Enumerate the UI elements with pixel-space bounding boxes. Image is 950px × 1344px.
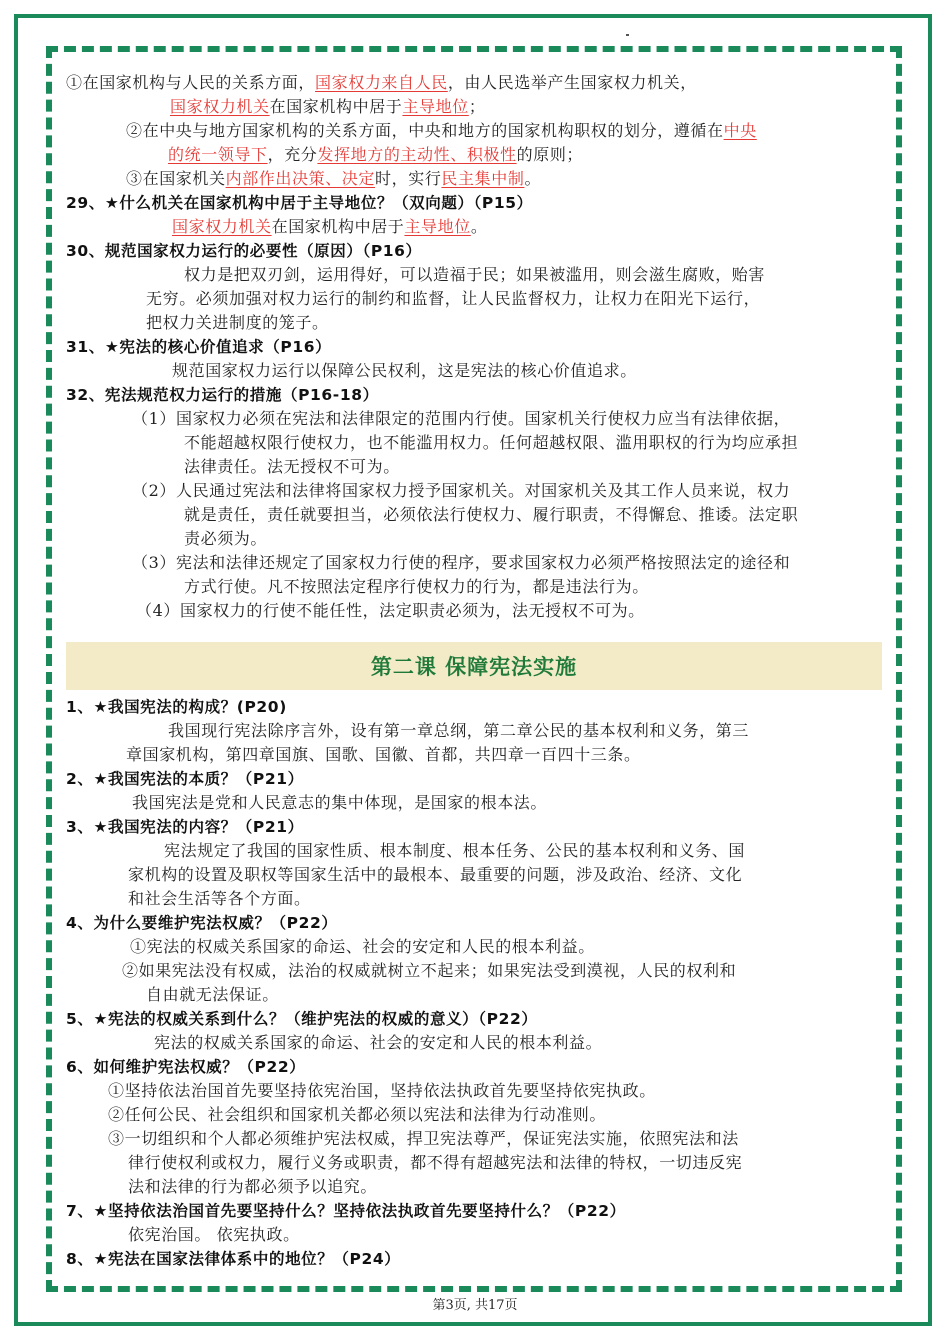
text-run: 方式行使。凡不按照法定程序行使权力的行为，都是违法行为。 — [184, 577, 649, 596]
text-run: （1）国家权力必须在宪法和法律限定的范围内行使。国家机关行使权力应当有法律依据， — [132, 409, 791, 428]
highlighted-keyword: 国家权力机关 — [172, 217, 272, 236]
question-heading — [66, 240, 422, 262]
highlighted-keyword: 国家权力来自人民 — [315, 73, 448, 92]
highlighted-keyword: 中央 — [723, 121, 757, 140]
text-run: ； — [468, 97, 486, 116]
text-line — [128, 1152, 742, 1174]
text-run: 权力是把双刃剑，运用得好，可以造福于民；如果被滥用，则会滋生腐败，贻害 — [184, 265, 766, 284]
highlighted-keyword: 国家权力机关 — [170, 97, 270, 116]
text-run: ②在中央与地方国家机构的关系方面，中央和地方的国家机构职权的划分，遵循在 — [126, 121, 724, 140]
text-run: 把权力关进制度的笼子。 — [146, 313, 329, 332]
question-heading — [66, 192, 533, 214]
text-line — [146, 288, 760, 310]
text-run: 在国家机构中居于 — [269, 97, 403, 116]
text-line — [136, 600, 645, 622]
text-line — [132, 792, 547, 814]
highlighted-keyword: 民主集中制 — [441, 169, 525, 188]
text-run: 自由就无法保证。 — [146, 985, 279, 1004]
highlighted-keyword: 内部作出决策、决定 — [225, 169, 376, 188]
text-run: ②如果宪法没有权威，法治的权威就树立不起来；如果宪法受到漠视，人民的权利和 — [122, 961, 737, 980]
question-heading — [66, 816, 304, 838]
text-run: 1、★我国宪法的构成？(P20) — [66, 698, 287, 716]
text-line — [128, 1176, 377, 1198]
text-line — [128, 888, 311, 910]
text-run: ③一切组织和个人都必须维护宪法权威，捍卫宪法尊严，保证宪法实施，依照宪法和法 — [108, 1129, 739, 1148]
text-line — [132, 408, 790, 430]
text-line — [108, 1104, 606, 1126]
text-line — [126, 168, 541, 190]
question-heading — [66, 1008, 537, 1030]
text-run: 4、为什么要维护宪法权威？（P22） — [66, 914, 338, 932]
question-heading — [66, 1248, 400, 1270]
question-heading — [66, 336, 331, 358]
question-heading — [66, 696, 287, 718]
text-line — [184, 432, 798, 454]
text-run: （2）人民通过宪法和法律将国家权力授予国家机关。对国家机关及其工作人员来说，权力 — [132, 481, 791, 500]
text-run: 。 — [470, 217, 488, 236]
text-run: 8、★宪法在国家法律体系中的地位？（P24） — [66, 1250, 401, 1268]
text-line — [184, 528, 267, 550]
text-line — [172, 216, 487, 238]
text-run: 6、如何维护宪法权威？（P22） — [66, 1058, 306, 1076]
text-run: 的原则； — [516, 145, 584, 164]
text-run: ②任何公民、社会组织和国家机关都必须以宪法和法律为行动准则。 — [108, 1105, 607, 1124]
text-line — [170, 96, 485, 118]
text-line — [130, 936, 595, 958]
text-run: 法和法律的行为都必须予以追究。 — [128, 1177, 378, 1196]
text-line — [154, 1032, 602, 1054]
text-run: 宪法的权威关系国家的命运、社会的安定和人民的根本利益。 — [154, 1033, 603, 1052]
text-run: ①宪法的权威关系国家的命运、社会的安定和人民的根本利益。 — [130, 937, 595, 956]
text-line — [122, 960, 736, 982]
text-line — [108, 1128, 739, 1150]
text-run: 规范国家权力运行以保障公民权利，这是宪法的核心价值追求。 — [172, 361, 637, 380]
text-run: 时，实行 — [375, 169, 442, 188]
text-run: ①坚持依法治国首先要坚持依宪治国，坚持依法执政首先要坚持依宪执政。 — [108, 1081, 656, 1100]
text-run: （4）国家权力的行使不能任性，法定职责必须为，法无授权不可为。 — [136, 601, 645, 620]
highlighted-keyword: 的统一领导下 — [168, 145, 268, 164]
text-run: 7、★坚持依法治国首先要坚持什么？坚持依法执政首先要坚持什么？（P22） — [66, 1202, 626, 1220]
text-run: 我国现行宪法除序言外，设有第一章总纲，第二章公民的基本权利和义务，第三 — [168, 721, 750, 740]
question-heading — [66, 912, 338, 934]
text-run: 5、★宪法的权威关系到什么？（维护宪法的权威的意义）（P22） — [66, 1010, 538, 1028]
text-run: 家机构的设置及职权等国家生活中的最根本、最重要的问题，涉及政治、经济、文化 — [128, 865, 743, 884]
text-run: 责必须为。 — [184, 529, 268, 548]
text-run: 依宪治国。 依宪执政。 — [128, 1225, 300, 1244]
text-line — [126, 120, 757, 142]
question-heading — [66, 1056, 305, 1078]
text-run: 。 — [524, 169, 542, 188]
speck-mark — [626, 34, 629, 36]
text-line — [168, 720, 749, 742]
text-run: 29、★什么机关在国家机构中居于主导地位？（双向题）（P15） — [66, 194, 533, 212]
text-run: ，充分 — [267, 145, 318, 164]
text-run: （3）宪法和法律还规定了国家权力行使的程序，要求国家权力必须严格按照法定的途径和 — [132, 553, 791, 572]
text-run: ①在国家机构与人民的关系方面， — [66, 73, 316, 92]
text-line — [168, 144, 583, 166]
text-run: 2、★我国宪法的本质？（P21） — [66, 770, 304, 788]
text-line — [132, 552, 790, 574]
text-run: ，由人民选举产生国家权力机关， — [447, 73, 697, 92]
question-heading — [66, 384, 379, 406]
lesson-title: 第二课 保障宪法实施 — [370, 655, 578, 679]
text-line — [184, 264, 765, 286]
text-run: 31、★宪法的核心价值追求（P16） — [66, 338, 332, 356]
text-run: 和社会生活等各个方面。 — [128, 889, 311, 908]
text-run: 章国家机构，第四章国旗、国歌、国徽、首都，共四章一百四十三条。 — [126, 745, 641, 764]
text-run: 律行使权利或权力，履行义务或职责，都不得有超越宪法和法律的特权，一切违反宪 — [128, 1153, 743, 1172]
text-line — [172, 360, 637, 382]
text-run: 就是责任，责任就要担当，必须依法行使权力、履行职责，不得懈怠、推诿。法定职 — [184, 505, 799, 524]
text-run: ③在国家机关 — [126, 169, 226, 188]
highlighted-keyword: 发挥地方的主动性、积极性 — [317, 145, 517, 164]
page-footer: 第3页, 共17页 — [432, 1298, 518, 1313]
text-run: 30、规范国家权力运行的必要性（原因）（P16） — [66, 242, 422, 260]
text-line — [184, 456, 400, 478]
text-line — [146, 312, 329, 334]
text-line — [66, 72, 697, 94]
text-line — [146, 984, 279, 1006]
text-run: 法律责任。法无授权不可为。 — [184, 457, 400, 476]
text-run: 32、宪法规范权力运行的措施（P16-18） — [66, 386, 379, 404]
lesson-banner — [66, 642, 882, 690]
question-heading — [66, 1200, 626, 1222]
text-line — [128, 864, 742, 886]
text-line — [108, 1080, 656, 1102]
text-line — [184, 504, 798, 526]
highlighted-keyword: 主导地位 — [404, 217, 471, 236]
text-run: 我国宪法是党和人民意志的集中体现，是国家的根本法。 — [132, 793, 548, 812]
text-run: 不能超越权限行使权力，也不能滥用权力。任何超越权限、滥用职权的行为均应承担 — [184, 433, 799, 452]
text-run: 3、★我国宪法的内容？（P21） — [66, 818, 304, 836]
text-line — [126, 744, 641, 766]
text-line — [128, 1224, 300, 1246]
text-line — [164, 840, 745, 862]
text-line — [184, 576, 649, 598]
highlighted-keyword: 主导地位 — [402, 97, 469, 116]
text-run: 在国家机构中居于 — [271, 217, 405, 236]
text-line — [132, 480, 790, 502]
question-heading — [66, 768, 304, 790]
text-run: 宪法规定了我国的国家性质、根本制度、根本任务、公民的基本权利和义务、国 — [164, 841, 746, 860]
text-run: 无穷。必须加强对权力运行的制约和监督，让人民监督权力，让权力在阳光下运行， — [146, 289, 761, 308]
